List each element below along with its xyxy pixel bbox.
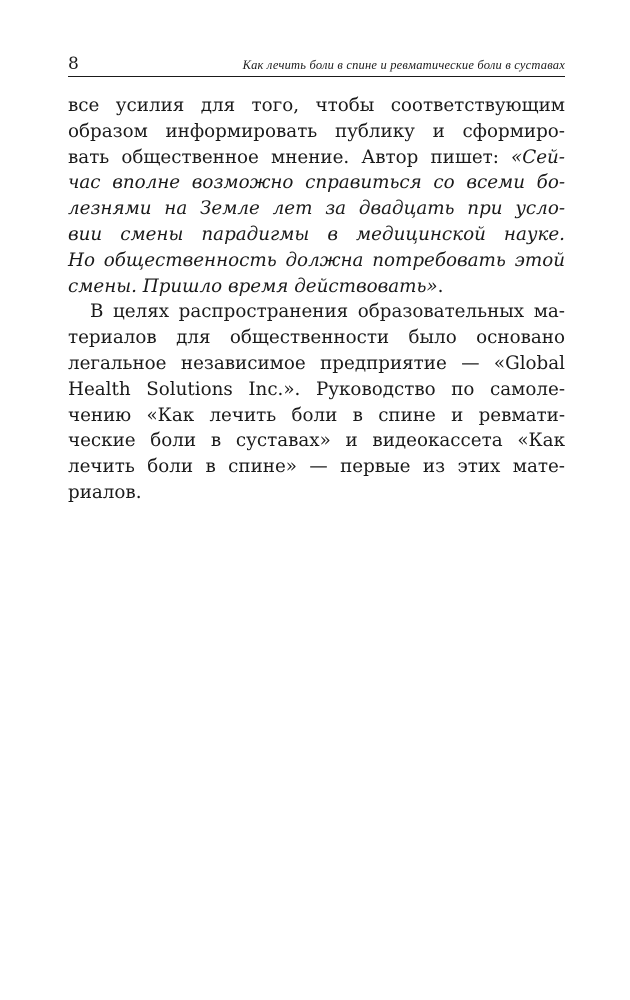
text-line: лечить боли в спине» — первые из этих мате- [68,456,565,478]
running-header [68,52,565,77]
text-line: образом информировать публику и сформиро- [68,120,565,142]
paragraph-1 [68,93,565,299]
body-text [68,93,565,506]
text-line: все усилия для того, чтобы соответствующим [68,95,565,116]
text-line: териалов для общественности было основано [68,327,565,349]
text-line: чению «Как лечить боли в спине и ревмати- [68,404,565,426]
text-line: ческие боли в суставах» и видеокассета «Как [68,430,565,452]
page-number: 8 [68,54,79,74]
text-line [68,274,565,300]
quote-line: час вполне возможно справиться со всеми бо- [68,172,565,194]
running-title: Как лечить боли в спине и ревматические боли в суставах [242,58,565,72]
text-line: Health Solutions Inc.». Руководство по самоле- [68,378,565,400]
quote-fragment: «Сей- [511,146,565,168]
paragraph-2 [68,299,565,505]
quote-line: Но общественность должна потребовать этой [68,249,565,271]
text-line: В целях распространения образовательных ма- [90,301,565,323]
text-line: легальное независимое предприятие — «Global [68,352,565,374]
text-line: риалов. [68,481,142,503]
text-fragment: . [437,275,444,297]
quote-line: лезнями на Земле лет за двадцать при усло- [68,198,565,220]
quote-line: вии смены парадигмы в медицинской науке. [68,223,565,245]
text-line [68,145,565,171]
quote-fragment: смены. Пришло время действовать» [68,275,438,297]
text-fragment: вать общественное мнение. Автор пишет: [68,146,512,168]
